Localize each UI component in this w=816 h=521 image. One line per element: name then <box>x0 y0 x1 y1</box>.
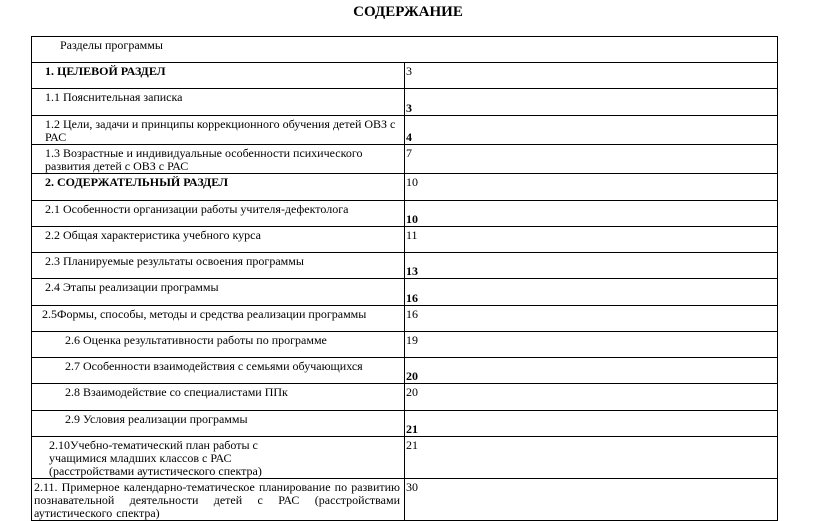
table-row <box>32 201 778 227</box>
row-page: 3 <box>406 64 412 78</box>
header-cell <box>32 37 778 63</box>
row-title: 2.6 Оценка результативности работы по программе <box>65 333 327 347</box>
table-row <box>32 437 778 479</box>
row-page: 11 <box>406 228 418 242</box>
row-title: 2.4 Этапы реализации программы <box>45 280 219 294</box>
header-label: Разделы программы <box>60 38 163 52</box>
row-title: 2.2 Общая характеристика учебного курса <box>45 228 261 242</box>
contents-table <box>31 36 778 521</box>
row-title: 1.1 Пояснительная записка <box>45 90 183 104</box>
row-page: 10 <box>406 175 418 189</box>
row-title: 2.1 Особенности организации работы учителя-дефектолога <box>45 202 349 216</box>
table-row <box>32 63 778 89</box>
row-title: 1.2 Цели, задачи и принципы коррекционного обучения детей ОВЗ с РАС <box>45 117 396 144</box>
row-page: 13 <box>406 264 418 278</box>
row-page: 7 <box>406 146 412 160</box>
table-row <box>32 227 778 253</box>
table-row <box>32 332 778 358</box>
row-title: 1.3 Возрастные и индивидуальные особенности психического развития детей с ОВЗ с РАС <box>45 146 363 173</box>
table-row <box>32 145 778 174</box>
row-page: 20 <box>406 385 418 399</box>
row-page: 16 <box>406 307 418 321</box>
row-title: 2.3 Планируемые результаты освоения программы <box>45 254 304 268</box>
table-row <box>32 306 778 332</box>
row-page: 21 <box>406 438 418 452</box>
row-page: 30 <box>406 480 418 494</box>
table-row <box>32 253 778 279</box>
row-page: 21 <box>406 422 418 436</box>
table-row <box>32 89 778 116</box>
row-title: 2.7 Особенности взаимодействия с семьями обучающихся <box>65 359 363 373</box>
table-row <box>32 411 778 437</box>
table-row <box>32 384 778 411</box>
row-page: 19 <box>406 333 418 347</box>
row-title: 2.10Учебно-тематический план работы с учащимися младших классов с РАС (расстройствами аутистического спектра) <box>49 438 262 478</box>
row-title: 1. ЦЕЛЕВОЙ РАЗДЕЛ <box>45 64 166 78</box>
row-title: 2.8 Взаимодействие со специалистами ППк <box>65 385 288 399</box>
table-row <box>32 116 778 145</box>
row-page: 16 <box>406 291 418 305</box>
row-page: 20 <box>406 369 418 383</box>
table-row <box>32 174 778 201</box>
row-title: 2.5Формы, способы, методы и средства реализации программы <box>42 307 367 321</box>
row-page: 4 <box>406 130 412 144</box>
row-page: 10 <box>406 212 418 226</box>
row-page: 3 <box>406 101 412 115</box>
table-row <box>32 479 778 521</box>
row-title: 2.9 Условия реализации программы <box>65 412 248 426</box>
row-title: 2.11. Примерное календарно-тематическое планирование по развитию познавательной деятельности детей с РАС (расстройствами аутистического спектра) <box>34 480 400 520</box>
page-title: СОДЕРЖАНИЕ <box>353 4 463 20</box>
table-row <box>32 279 778 306</box>
table-row <box>32 358 778 384</box>
table-header-row <box>32 37 778 63</box>
row-title: 2. СОДЕРЖАТЕЛЬНЫЙ РАЗДЕЛ <box>45 175 229 189</box>
